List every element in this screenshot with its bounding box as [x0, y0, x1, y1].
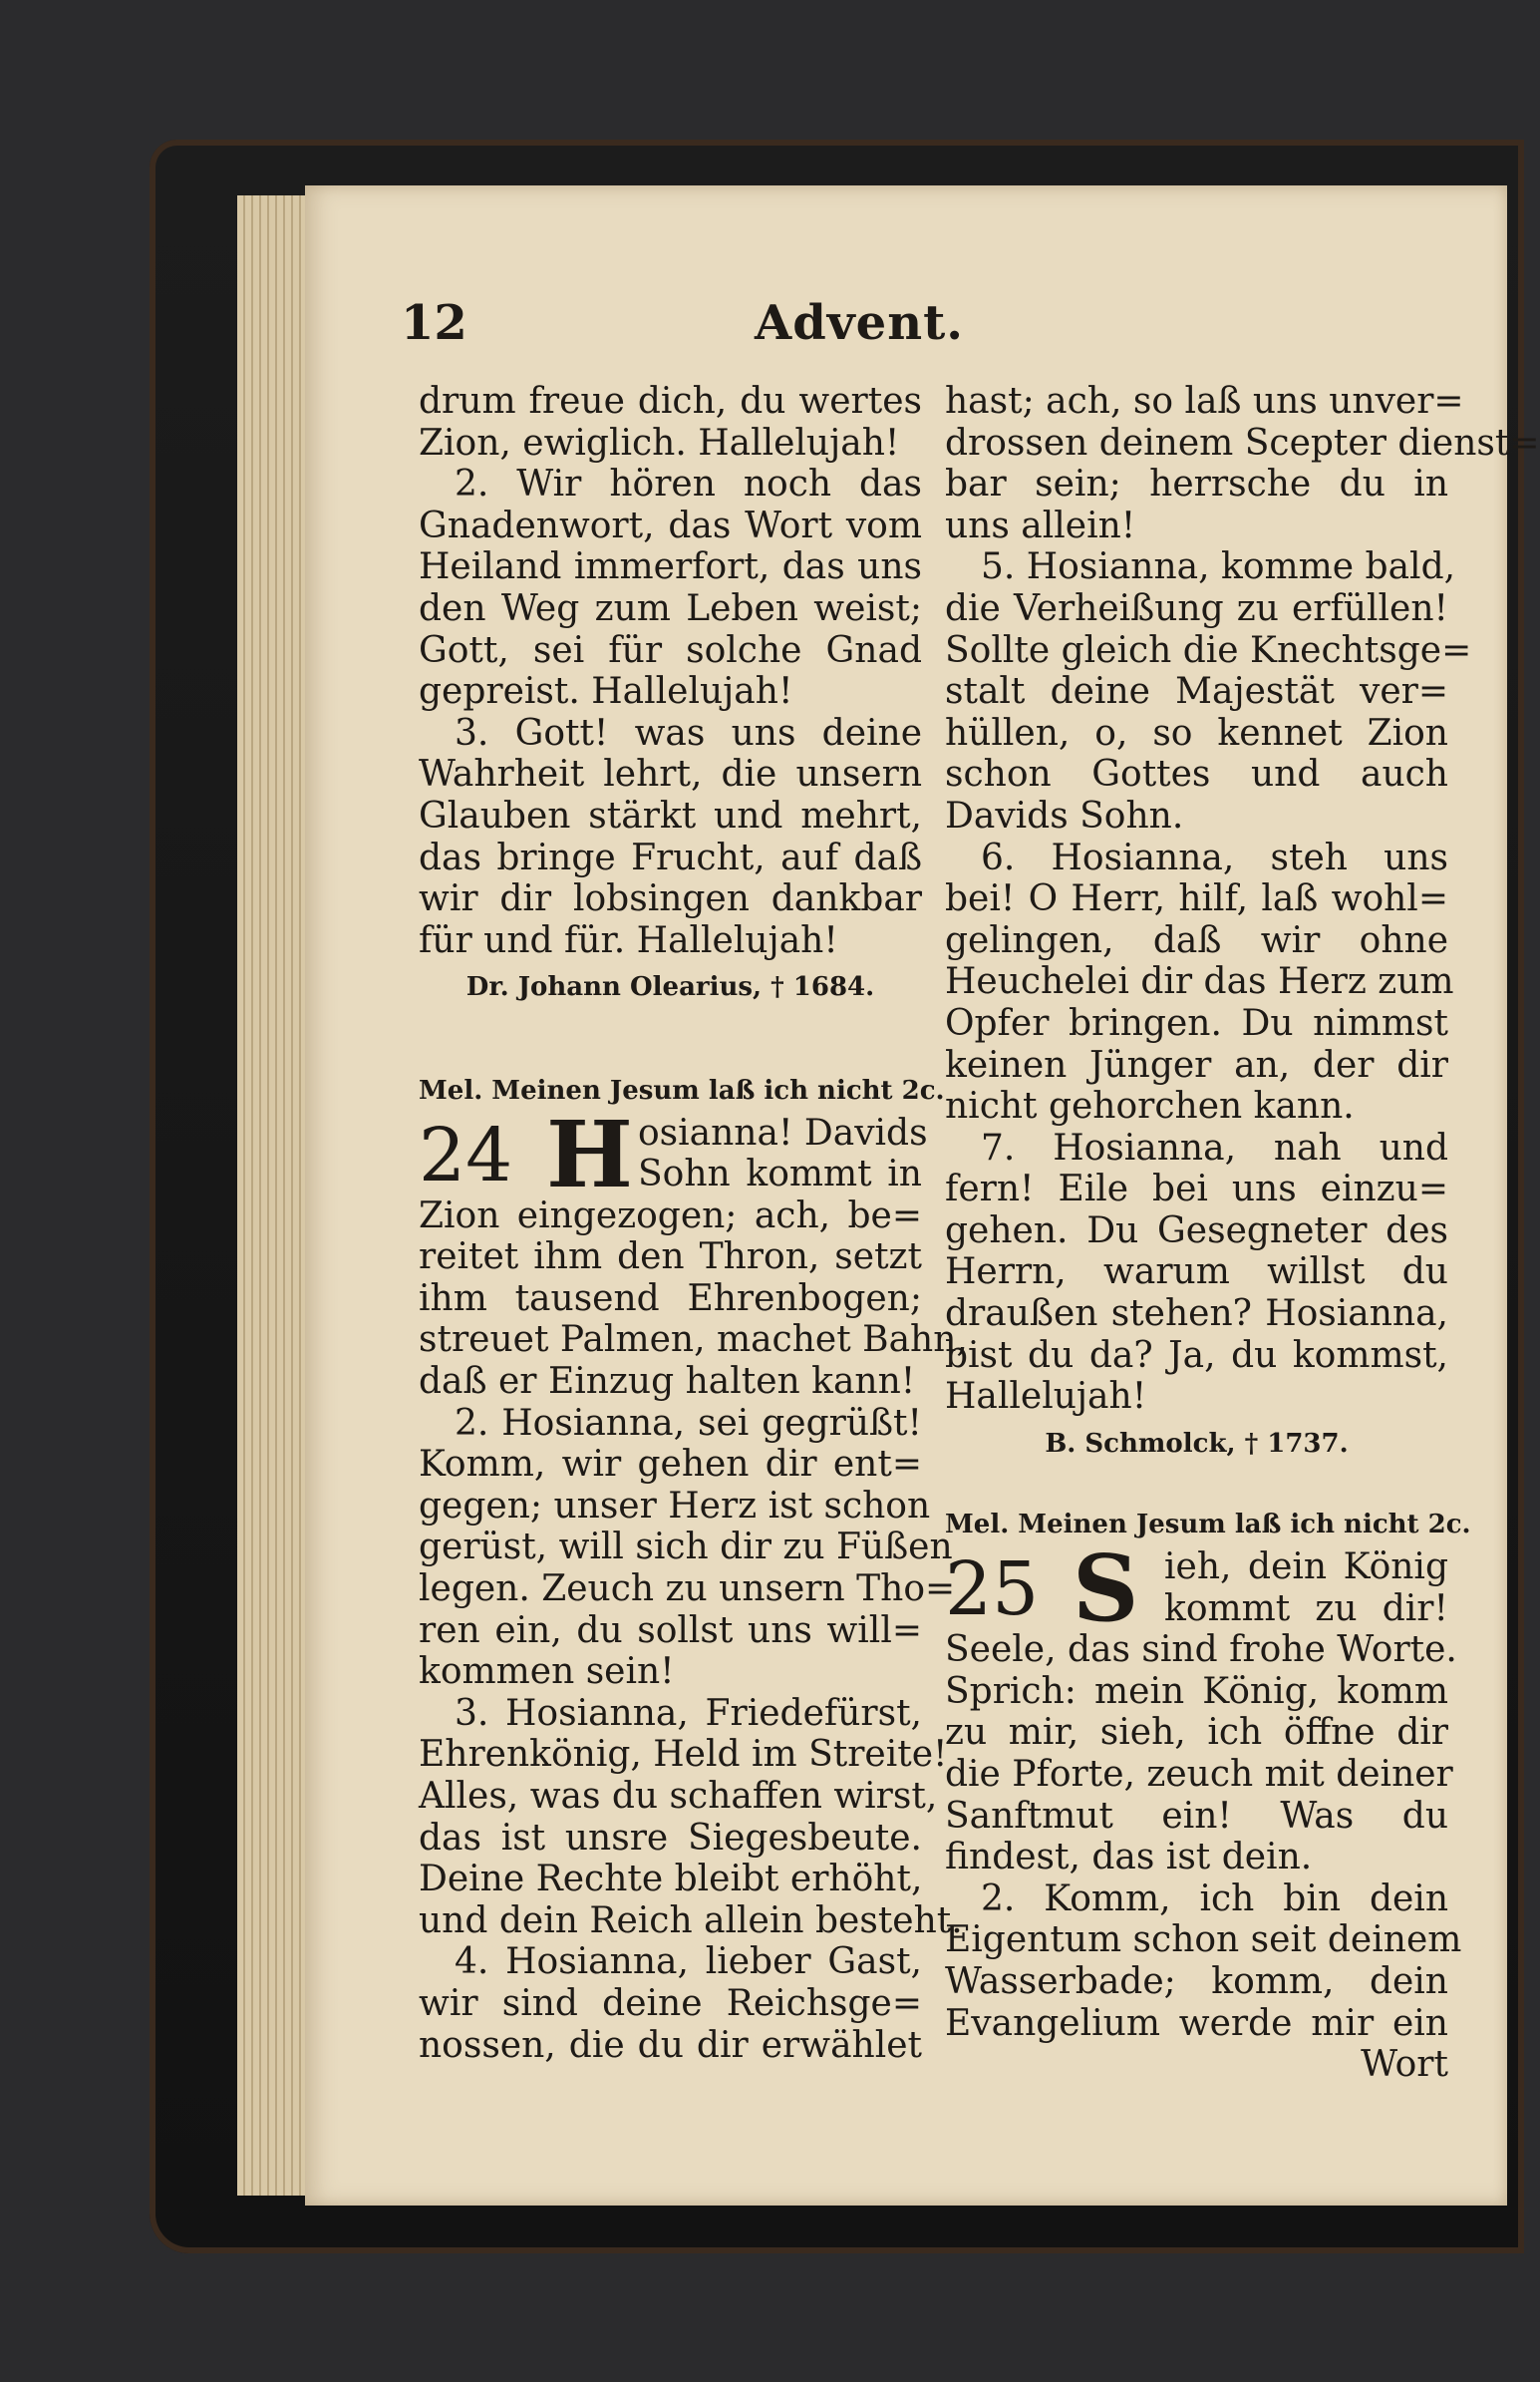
- drop-cap: S: [1073, 1534, 1139, 1643]
- hymn-25-opening: [945, 1534, 1448, 1643]
- text-line: gelingen, daß wir ohne: [945, 919, 1448, 961]
- text-line: Alles, was du schaffen wirst,: [419, 1776, 938, 1817]
- text-line: drossen deinem Scepter dienst=: [945, 422, 1540, 464]
- text-line: findest, das ist dein.: [945, 1837, 1313, 1878]
- text-line: Gnadenwort, das Wort vom: [419, 505, 922, 546]
- hymn-number: 25: [945, 1546, 1040, 1633]
- hymn-number: 24: [419, 1112, 513, 1198]
- text-line: nicht gehorchen kann.: [945, 1086, 1355, 1128]
- text-line: gehen. Du Gesegneter des: [945, 1209, 1448, 1251]
- text-line: Gott, sei für solche Gnad: [419, 629, 922, 671]
- melody-note: Mel. Meinen Jesum laß ich nicht 2c.: [419, 1075, 945, 1106]
- section-title: Advent.: [754, 295, 964, 351]
- text-line: Herrn, warum willst du: [945, 1251, 1448, 1293]
- text-line: Glauben stärkt und mehrt,: [419, 795, 922, 837]
- text-line: Komm, wir gehen dir ent=: [419, 1444, 922, 1486]
- text-line: Heuchelei dir das Herz zum: [945, 961, 1454, 1003]
- text-line: Ehrenkönig, Held im Streite!: [419, 1734, 948, 1776]
- hymn-25-text: [945, 1629, 1462, 2086]
- text-line: hast; ach, so laß uns unver=: [945, 381, 1464, 422]
- text-line: Zion eingezogen; ach, be=: [419, 1194, 922, 1236]
- verse-start: 5. Hosianna, komme bald,: [981, 546, 1456, 588]
- hymn-author: Dr. Johann Olearius, † 1684.: [465, 972, 875, 1003]
- text-line: ihm tausend Ehrenbogen;: [419, 1277, 922, 1319]
- text-line: die Verheißung zu erfüllen!: [945, 587, 1448, 629]
- hymn-24-opening: [419, 1100, 928, 1208]
- text-line: kommt zu dir!: [1164, 1587, 1448, 1629]
- text-line: kommen sein!: [419, 1651, 675, 1693]
- text-line: Wahrheit lehrt, die unsern: [419, 754, 922, 796]
- text-line: drum freue dich, du wertes: [419, 381, 922, 422]
- verse-start: 6. Hosianna, steh uns: [981, 837, 1448, 878]
- text-line: ieh, dein König: [1164, 1546, 1448, 1588]
- text-line: das bringe Frucht, auf daß: [419, 837, 922, 878]
- right-column: [945, 381, 1540, 2086]
- catchword: Wort: [1361, 2044, 1448, 2086]
- text-line: bei! O Herr, hilf, laß wohl=: [945, 878, 1448, 920]
- text-line: Wasserbade; komm, dein: [945, 1960, 1448, 2002]
- text-line: osianna! Davids: [638, 1112, 928, 1154]
- text-line: Seele, das sind frohe Worte.: [945, 1629, 1457, 1671]
- text-line: Heiland immerfort, das uns: [419, 546, 922, 588]
- text-line: Deine Rechte bleibt erhöht,: [419, 1859, 923, 1900]
- text-line: Davids Sohn.: [945, 795, 1184, 837]
- text-line: gepreist. Hallelujah!: [419, 671, 793, 713]
- verse-start: 2. Komm, ich bin dein: [981, 1877, 1448, 1919]
- hymn-author: B. Schmolck, † 1737.: [1045, 1428, 1349, 1459]
- text-line: fern! Eile bei uns einzu=: [945, 1169, 1448, 1210]
- text-line: hüllen, o, so kennet Zion: [945, 712, 1448, 754]
- text-line: Eigentum schon seit deinem: [945, 1919, 1462, 1961]
- text-line: den Weg zum Leben weist;: [419, 587, 922, 629]
- text-line: und dein Reich allein besteht.: [419, 1899, 963, 1941]
- verse-start: 2. Hosianna, sei gegrüßt!: [455, 1402, 922, 1444]
- text-line: gerüst, will sich dir zu Füßen: [419, 1527, 953, 1568]
- text-line: bar sein; herrsche du in: [945, 464, 1448, 506]
- text-line: legen. Zeuch zu unsern Tho=: [419, 1568, 956, 1610]
- verse-start: 3. Gott! was uns deine: [455, 712, 922, 754]
- verse-start: 4. Hosianna, lieber Gast,: [455, 1941, 922, 1983]
- text-line: schon Gottes und auch: [945, 754, 1448, 796]
- page-header: [401, 295, 1318, 365]
- text-line: bist du da? Ja, du kommst,: [945, 1334, 1448, 1376]
- drop-cap: H: [546, 1100, 633, 1208]
- hymn-24-text: [419, 1194, 968, 2066]
- page-number: 12: [401, 295, 467, 351]
- text-line: ren ein, du sollst uns will=: [419, 1609, 922, 1651]
- verse-start: 7. Hosianna, nah und: [981, 1127, 1448, 1169]
- left-column: [419, 381, 968, 2066]
- text-line: daß er Einzug halten kann!: [419, 1361, 916, 1403]
- text-line: die Pforte, zeuch mit deiner: [945, 1754, 1453, 1795]
- text-line: Sollte gleich die Knechtsge=: [945, 629, 1472, 671]
- text-line: das ist unsre Siegesbeute.: [419, 1817, 922, 1859]
- text-line: Hallelujah!: [945, 1376, 1147, 1418]
- melody-note: Mel. Meinen Jesum laß ich nicht 2c.: [945, 1510, 1471, 1540]
- text-line: stalt deine Majestät ver=: [945, 671, 1448, 713]
- verse-start: 2. Wir hören noch das: [455, 464, 922, 506]
- verse-start: 3. Hosianna, Friedefürst,: [455, 1692, 922, 1734]
- text-line: für und für. Hallelujah!: [419, 919, 838, 961]
- text-line: keinen Jünger an, der dir: [945, 1044, 1448, 1086]
- hymn-24-continuation: [945, 381, 1540, 1418]
- text-line: gegen; unser Herz ist schon: [419, 1485, 931, 1527]
- text-line: Zion, ewiglich. Hallelujah!: [419, 422, 900, 464]
- text-line: Sohn kommt in: [638, 1154, 922, 1195]
- hymn-23-ending: [419, 381, 922, 961]
- text-line: Sprich: mein König, komm: [945, 1670, 1448, 1712]
- book-page: [305, 185, 1540, 2206]
- text-line: nossen, die du dir erwählet: [419, 2024, 922, 2066]
- text-line: draußen stehen? Hosianna,: [945, 1293, 1448, 1335]
- text-line: wir sind deine Reichsge=: [419, 1982, 922, 2024]
- text-line: Evangelium werde mir ein: [945, 2002, 1448, 2044]
- text-line: streuet Palmen, machet Bahn,: [419, 1319, 968, 1361]
- text-line: zu mir, sieh, ich öffne dir: [945, 1712, 1448, 1754]
- text-line: reitet ihm den Thron, setzt: [419, 1236, 922, 1278]
- text-line: wir dir lobsingen dankbar: [419, 878, 922, 920]
- text-line: Sanftmut ein! Was du: [945, 1795, 1448, 1837]
- text-line: uns allein!: [945, 505, 1136, 546]
- text-line: Opfer bringen. Du nimmst: [945, 1002, 1448, 1044]
